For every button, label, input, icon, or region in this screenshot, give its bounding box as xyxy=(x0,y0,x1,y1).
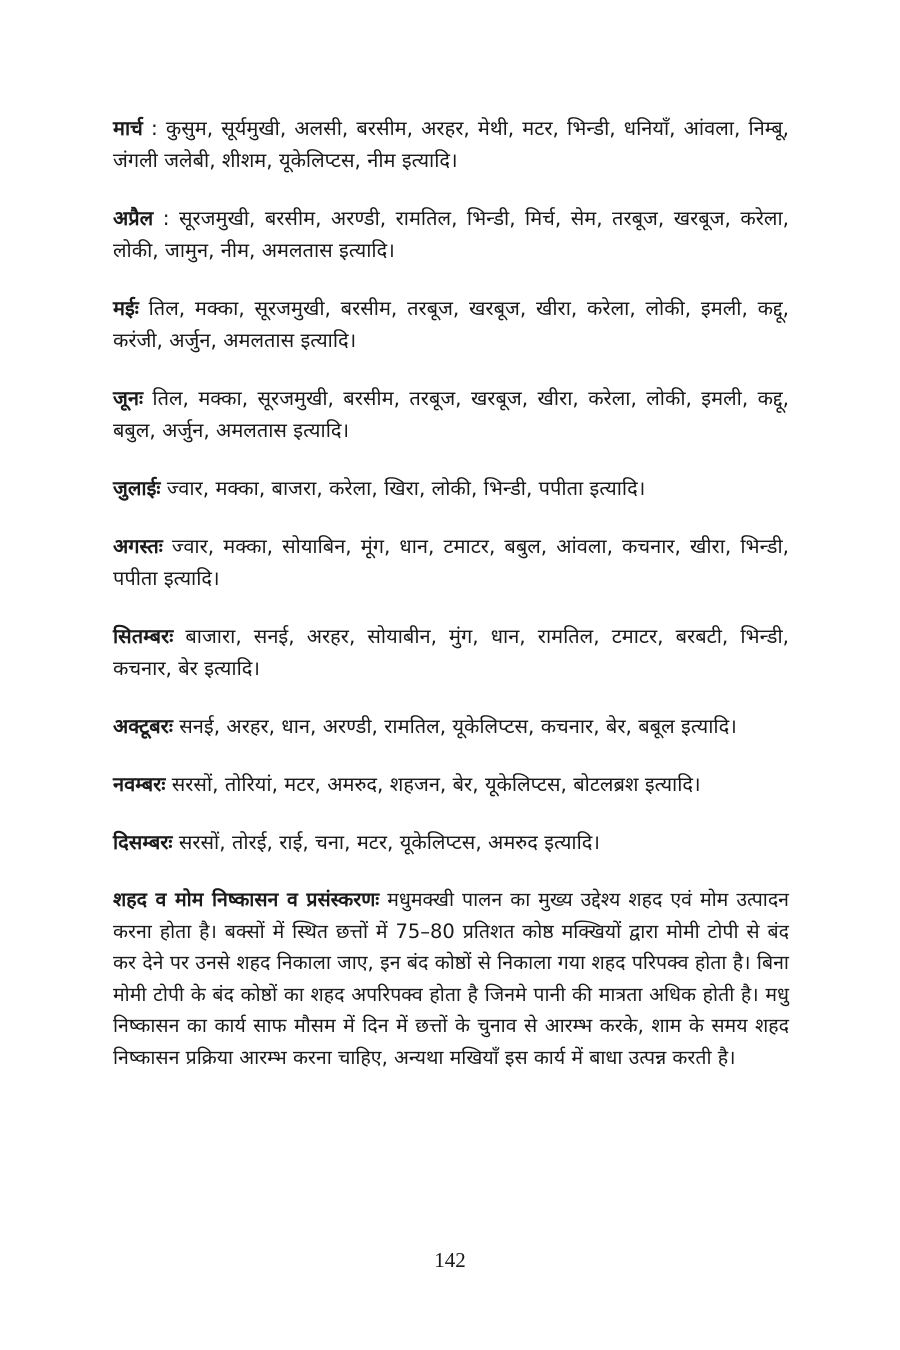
month-label: मार्च xyxy=(113,116,143,140)
month-entry-july xyxy=(113,472,789,504)
month-entry-september xyxy=(113,620,789,684)
month-separator: : xyxy=(153,206,179,230)
month-flora-list: सनई, अरहर, धान, अरण्डी, रामतिल, यूकेलिप्टस, कचनार, बेर, बबूल इत्यादि। xyxy=(179,714,737,738)
month-separator xyxy=(139,296,149,320)
month-label: अप्रैल xyxy=(113,206,154,230)
month-entry-august xyxy=(113,530,789,594)
month-entry-october xyxy=(113,710,789,742)
month-flora-list: ज्वार, मक्का, सोयाबिन, मूंग, धान, टमाटर, बबुल, आंवला, कचनार, खीरा, भिन्डी, पपीता इत्यादि। xyxy=(113,534,790,590)
month-label: जुलाईः xyxy=(113,476,161,500)
month-separator xyxy=(143,386,152,410)
month-entry-may xyxy=(113,292,789,356)
month-entry-november xyxy=(113,768,789,800)
section-heading: शहद व मोम निष्कासन व प्रसंस्करणः xyxy=(113,888,380,911)
month-label: नवम्बरः xyxy=(113,772,166,796)
month-flora-list: सूरजमुखी, बरसीम, अरण्डी, रामतिल, भिन्डी, मिर्च, सेम, तरबूज, खरबूज, करेला, लोकी, जामुन, नीम, अमलतास इत्यादि। xyxy=(113,206,790,262)
month-flora-list: ज्वार, मक्का, बाजरा, करेला, खिरा, लोकी, भिन्डी, पपीता इत्यादि। xyxy=(166,476,646,500)
month-label: अगस्तः xyxy=(113,534,163,558)
month-entry-march xyxy=(113,112,789,176)
page-number: 142 xyxy=(434,1248,466,1272)
month-label: अक्टूबरः xyxy=(113,714,173,738)
month-label: दिसम्बरः xyxy=(113,830,173,854)
page-body xyxy=(113,112,789,1099)
month-entry-june xyxy=(113,382,789,446)
month-flora-list: बाजारा, सनई, अरहर, सोयाबीन, मुंग, धान, रामतिल, टमाटर, बरबटी, भिन्डी, कचनार, बेर इत्यादि। xyxy=(113,624,790,680)
month-separator: : xyxy=(142,116,166,140)
month-label: सितम्बरः xyxy=(113,624,174,648)
month-flora-list: तिल, मक्का, सूरजमुखी, बरसीम, तरबूज, खरबूज, खीरा, करेला, लोकी, इमली, कद्दू, बबुल, अर्जुन, अमलतास इत्यादि। xyxy=(113,386,789,442)
month-label: जूनः xyxy=(113,386,143,410)
month-flora-list: सरसों, तोरियां, मटर, अमरुद, शहजन, बेर, यूकेलिप्टस, बोटलब्रश इत्यादि। xyxy=(171,772,701,796)
month-flora-list: तिल, मक्का, सूरजमुखी, बरसीम, तरबूज, खरबूज, खीरा, करेला, लोकी, इमली, कद्दू, करंजी, अर्जुन, अमलतास इत्यादि। xyxy=(113,296,789,352)
month-flora-list: सरसों, तोरई, राई, चना, मटर, यूकेलिप्टस, अमरुद इत्यादि। xyxy=(178,830,600,854)
month-entry-april xyxy=(113,202,789,266)
month-separator xyxy=(163,534,172,558)
honey-wax-processing-paragraph xyxy=(113,884,789,1073)
month-entry-december xyxy=(113,826,789,858)
month-label: मईः xyxy=(113,296,139,320)
month-separator xyxy=(173,624,185,648)
section-body-text: मधुमक्खी पालन का मुख्य उद्देश्य शहद एवं मोम उत्पादन करना होता है। बक्सों में स्थित छत्तों में 75–80 प्रतिशत कोष्ठ मक्खियों द्वारा मोमी टोपी से बंद कर देने पर उनसे शहद निकाला जाए, इन बंद कोष्ठों से निकाला गया शहद परिपक्व होता है। बिना मोमी टोपी के बंद कोष्ठों का शहद अपरिपक्व होता है जिनमे पानी की मात्रता अधिक होती है। मधु निष्कासन का कार्य साफ मौसम में दिन में छत्तों के चुनाव से आरम्भ करके, शाम के समय शहद निष्कासन प्रक्रिया आरम्भ करना चाहिए, अन्यथा मखियाँ इस कार्य में बाधा उत्पन्न करती है। xyxy=(113,888,789,1069)
month-flora-list: कुसुम, सूर्यमुखी, अलसी, बरसीम, अरहर, मेथी, मटर, भिन्डी, धनियाँ, आंवला, निम्बू, जंगली जलेबी, शीशम, यूकेलिप्टस, नीम इत्यादि। xyxy=(113,116,790,172)
